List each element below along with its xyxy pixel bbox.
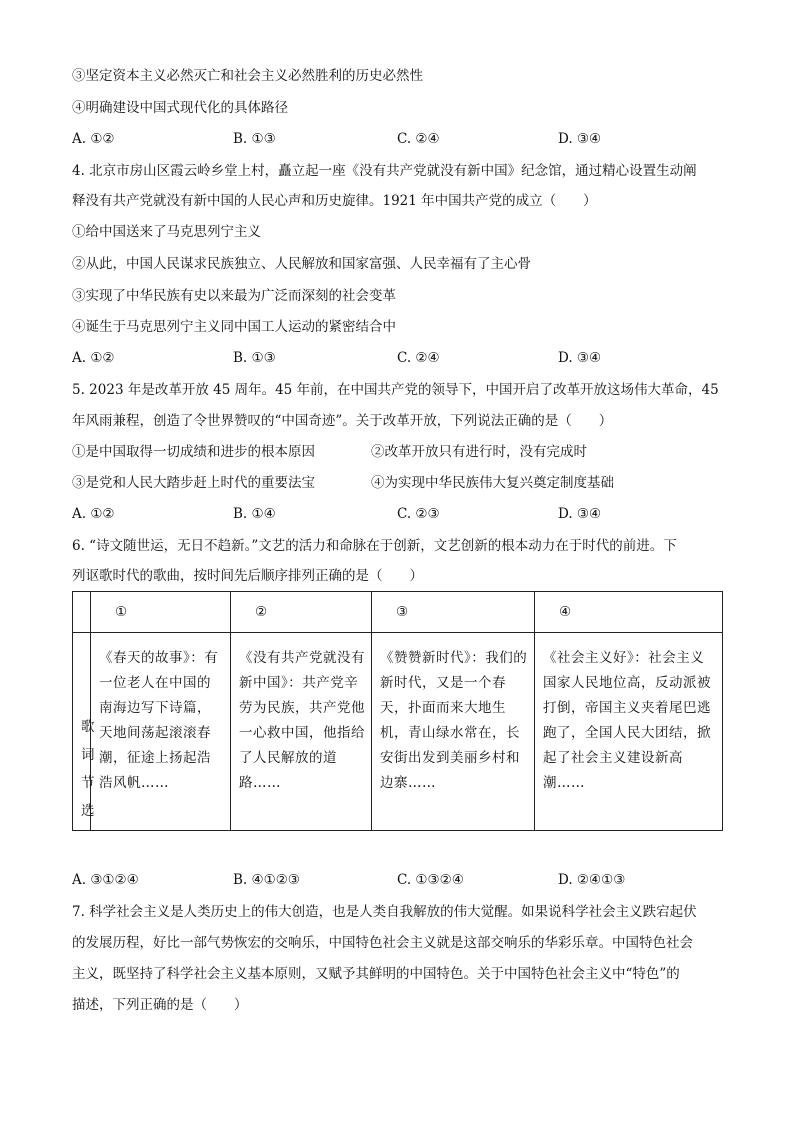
q7-stem-line-3: 主义，既坚持了科学社会主义基本原则，又赋予其鲜明的中国特色。关于中国特色社会主义中“特色”的: [72, 966, 680, 982]
q4-stem-line-2: 释没有共产党就没有新中国的人民心声和历史旋律。1921 年中国共产党的成立（ ）: [72, 193, 597, 209]
q3-option-d: D. ③④: [558, 131, 602, 147]
q3-option-c: C. ②④: [397, 131, 440, 147]
row-label-text: 歌词节选: [81, 719, 95, 819]
q4-option-a: A. ①②: [72, 350, 115, 366]
q3-option-a: A. ①②: [72, 131, 115, 147]
table-cell-song-4: 《社会主义好》：社会主义国家人民地位高，反动派被打倒，帝国主义夹着尾巴逃跑了，全国人民大团结，掀起了社会主义建设新高潮……: [535, 633, 723, 831]
q4-option-d: D. ③④: [558, 350, 602, 366]
q6-option-c: C. ①③②④: [397, 872, 464, 888]
q4-item-1: ①给中国送来了马克思列宁主义: [72, 224, 261, 240]
q5-option-c: C. ②③: [397, 506, 440, 522]
q5-item-3: ③是党和人民大踏步赶上时代的重要法宝: [72, 475, 315, 491]
q3-item-3: ③坚定资本主义必然灭亡和社会主义必然胜利的历史必然性: [72, 68, 423, 84]
song-lyrics-table: [72, 591, 722, 831]
q5-stem-line-1: 5. 2023 年是改革开放 45 周年。45 年前，在中国共产党的领导下，中国开启了改革开放这场伟大革命，45: [72, 382, 719, 398]
q5-option-d: D. ③④: [558, 506, 602, 522]
q5-item-2: ②改革开放只有进行时，没有完成时: [371, 444, 587, 460]
q4-item-4: ④诞生于马克思列宁主义同中国工人运动的紧密结合中: [72, 319, 396, 335]
table-header-2: ②: [231, 592, 372, 633]
table-cell-song-3: 《赞赞新时代》：我们的新时代，又是一个春天，扑面而来大地生机，青山绿水常在，长安街出发到美丽乡村和边寨……: [372, 633, 535, 831]
q5-item-1: ①是中国取得一切成绩和进步的根本原因: [72, 444, 315, 460]
q7-stem-line-2: 的发展历程，好比一部气势恢宏的交响乐，中国特色社会主义就是这部交响乐的华彩乐章。中国特色社会: [72, 935, 693, 951]
q7-stem-line-1: 7. 科学社会主义是人类历史上的伟大创造，也是人类自我解放的伟大觉醒。如果说科学社会主义跌宕起伏: [72, 904, 697, 920]
table-header-1: ①: [91, 592, 231, 633]
q4-item-3: ③实现了中华民族有史以来最为广泛而深刻的社会变革: [72, 288, 396, 304]
q4-item-2: ②从此，中国人民谋求民族独立、人民解放和国家富强、人民幸福有了主心骨: [72, 256, 531, 272]
table-cell-song-1: 《春天的故事》：有一位老人在中国的南海边写下诗篇，天地间荡起滚滚春潮，征途上扬起浩浩风帆……: [91, 633, 231, 831]
table-row-label: [73, 633, 95, 831]
q4-option-c: C. ②④: [397, 350, 440, 366]
q3-item-4: ④明确建设中国式现代化的具体路径: [72, 100, 288, 116]
table-header-3: ③: [372, 592, 535, 633]
q5-stem-line-2: 年风雨兼程，创造了令世界赞叹的“中国奇迹”。关于改革开放，下列说法正确的是（ ）: [72, 413, 613, 429]
q5-option-a: A. ①②: [72, 506, 115, 522]
q6-option-b: B. ④①②③: [233, 872, 300, 888]
q6-stem-line-2: 列讴歌时代的歌曲，按时间先后顺序排列正确的是（ ）: [72, 568, 423, 584]
q6-stem-line-1: 6. “诗文随世运，无日不趋新。”文艺的活力和命脉在于创新，文艺创新的根本动力在于时代的前进。下: [72, 538, 677, 554]
table-corner-cell: [73, 592, 91, 633]
q3-option-b: B. ①③: [233, 131, 276, 147]
table-cell-song-2: 《没有共产党就没有新中国》：共产党辛劳为民族，共产党他一心救中国，他指给了人民解放的道路……: [231, 633, 372, 831]
q6-option-d: D. ②④①③: [558, 872, 626, 888]
q6-option-a: A. ③①②④: [72, 872, 139, 888]
q4-stem-line-1: 4. 北京市房山区霞云岭乡堂上村，矗立起一座《没有共产党就没有新中国》纪念馆，通过精心设置生动阐: [72, 163, 697, 179]
q5-option-b: B. ①④: [233, 506, 276, 522]
q4-option-b: B. ①③: [233, 350, 276, 366]
q5-item-4: ④为实现中华民族伟大复兴奠定制度基础: [371, 475, 614, 491]
table-header-4: ④: [535, 592, 723, 633]
q7-stem-line-4: 描述，下列正确的是（ ）: [72, 997, 248, 1013]
